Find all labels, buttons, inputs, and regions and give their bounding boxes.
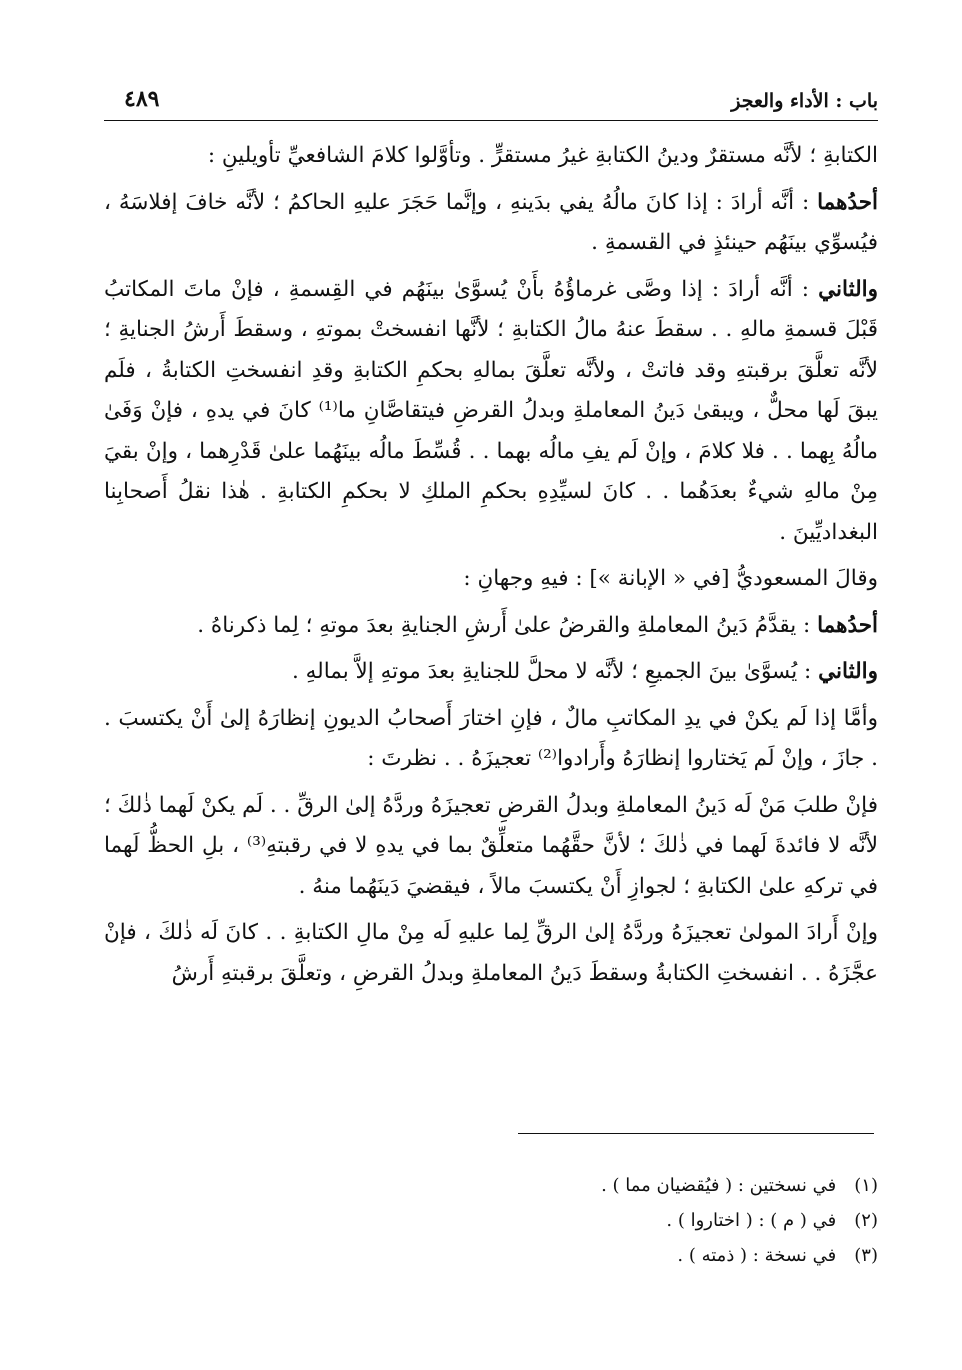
paragraph-5: أحدُهما : يقدَّمُ دَينُ المعاملةِ والقرضُ علىٰ أَرشِ الجنايةِ بعدَ موتهِ ؛ لِما ذكرناهُ . <box>197 612 878 638</box>
paragraph-lead: أحدُهما <box>817 189 878 215</box>
footnote-number: (٣) <box>854 1245 878 1266</box>
footnote-divider <box>518 1133 874 1134</box>
footnote-text: في ( م ) : ( اختاروا ) . <box>666 1210 837 1231</box>
footnote-number: (٢) <box>854 1210 878 1231</box>
footnotes <box>158 1168 878 1273</box>
paragraph-4: وقالَ المسعوديُّ [في « الإبانة »] : فيهِ وجهانِ : <box>463 566 878 591</box>
paragraph-8: فإنْ طلبَ مَنْ لَه دَينُ المعاملةِ وبدلُ القرضِ تعجيزَهُ وردَّهُ إلىٰ الرقِّ . . لَم يكنْ لَهما ذٰلكَ ؛ لأنَّه لا فائدةَ لَهما في ذٰلكَ ؛ لأنَّ حقَّهُما متعلِّقٌ بما في يدهِ لا في رقبتهِ⁽³⁾ ، بلِ الحظُّ لَهما في تركهِ علىٰ الكتابةِ ؛ لجوازِ أَنْ يكتسبَ مالاً ، فيقضيَ دَينَهُما منهُ . <box>104 792 878 899</box>
body-text <box>104 136 878 1000</box>
paragraph-9: وإنْ أَرادَ المولىٰ تعجيزَهُ وردَّهُ إلىٰ الرقِّ لِما عليهِ لَه مِنْ مالِ الكتابةِ . . كانَ لَه ذٰلكَ ، فإنْ عجَّزَهُ . . انفسختِ الكتابةُ وسقطَ دَينُ المعاملةِ وبدلُ القرضِ ، وتعلَّقَ برقبتهِ أَرشُ <box>104 920 878 986</box>
footnote-1 <box>158 1168 878 1203</box>
paragraph-lead: أحدُهما <box>817 612 878 638</box>
paragraph-2: أحدُهما : أنَّه أرادَ : إذا كانَ مالُهُ يفي بدَينهِ ، وإنَّما حَجَرَ عليهِ الحاكمُ ؛ لأنَّه خافَ إفلاسَهُ ، فيُسوِّي بينَهُم حينئذٍ في القسمةِ . <box>104 189 878 255</box>
paragraph-3: والثاني : أنَّه أرادَ : إذا وصَّى غرماؤُهُ بأَنْ يُسوَّىٰ بينَهُم في القِسمةِ ، فإنْ ماتَ المكاتبُ قَبْلَ قسمةِ مالهِ . . سقطَ عنهُ مالُ الكتابةِ ؛ لأنَّها انفسختْ بموتهِ ، وسقطَ أَرشُ الجنايةِ ؛ لأنَّه تعلَّقَ برقبتهِ وقد فاتتْ ، ولأنَّه تعلَّقَ بمالهِ بحكمِ الكتابةِ وقدِ انفسختِ الكتابةُ ، فلَم يبقَ لَها محلٌّ ، ويبقىٰ دَينُ المعاملةِ وبدلُ القرضِ فيتقاصَّانِ ما⁽¹⁾ كانَ في يدهِ ، فإنْ وَفَىٰ مالُهُ بِهما . . فلا كلامَ ، وإنْ لَم يفِ مالُه بهما . . قُسِّطَ مالُه بينَهُما علىٰ قَدْرِهما ، وإنْ بقيَ مِنْ مالهِ شيءٌ بعدَهُما . . كانَ لسيِّدِهِ بحكمِ الملكِ لا بحكمِ الكتابةِ . هٰذا نقلُ أَصحابِنا البغداديِّينَ . <box>104 276 878 545</box>
page-header <box>104 84 878 121</box>
paragraph-lead: والثاني <box>818 276 878 302</box>
running-title: باب : الأداء والعجز <box>731 90 878 112</box>
footnote-text: في نسخة : ( ذمته ) . <box>677 1245 837 1266</box>
footnote-number: (١) <box>854 1175 878 1196</box>
paragraph-7: وأمَّا إذا لَم يكنْ في يدِ المكاتبِ مالٌ ، فإنِ اختارَ أَصحابُ الديونِ إنظارَهُ إلىٰ أَنْ يكتسبَ . . جازَ ، وإنْ لَم يَختاروا إنظارَهُ وأَرادوا⁽²⁾ تعجيزَهُ . . نظرتَ : <box>104 705 878 771</box>
paragraph-1: الكتابةِ ؛ لأنَّه مستقرٌ ودينُ الكتابةِ غيرُ مستقرٍّ . وتأوَّلوا كلامَ الشافعيِّ تأويلينِ : <box>207 143 878 168</box>
paragraph-6: والثاني : يُسوَّىٰ بينَ الجميعِ ؛ لأنَّه لا محلَّ للجنايةِ بعدَ موتهِ إلاَّ بمالهِ . <box>291 659 878 684</box>
paragraph-lead: والثاني <box>818 659 878 684</box>
footnote-text: في نسختين : ( فيُقضيان مما ) . <box>601 1175 837 1196</box>
footnote-3 <box>158 1238 878 1273</box>
footnote-2 <box>158 1203 878 1238</box>
page-number: ٤٨٩ <box>124 86 160 112</box>
